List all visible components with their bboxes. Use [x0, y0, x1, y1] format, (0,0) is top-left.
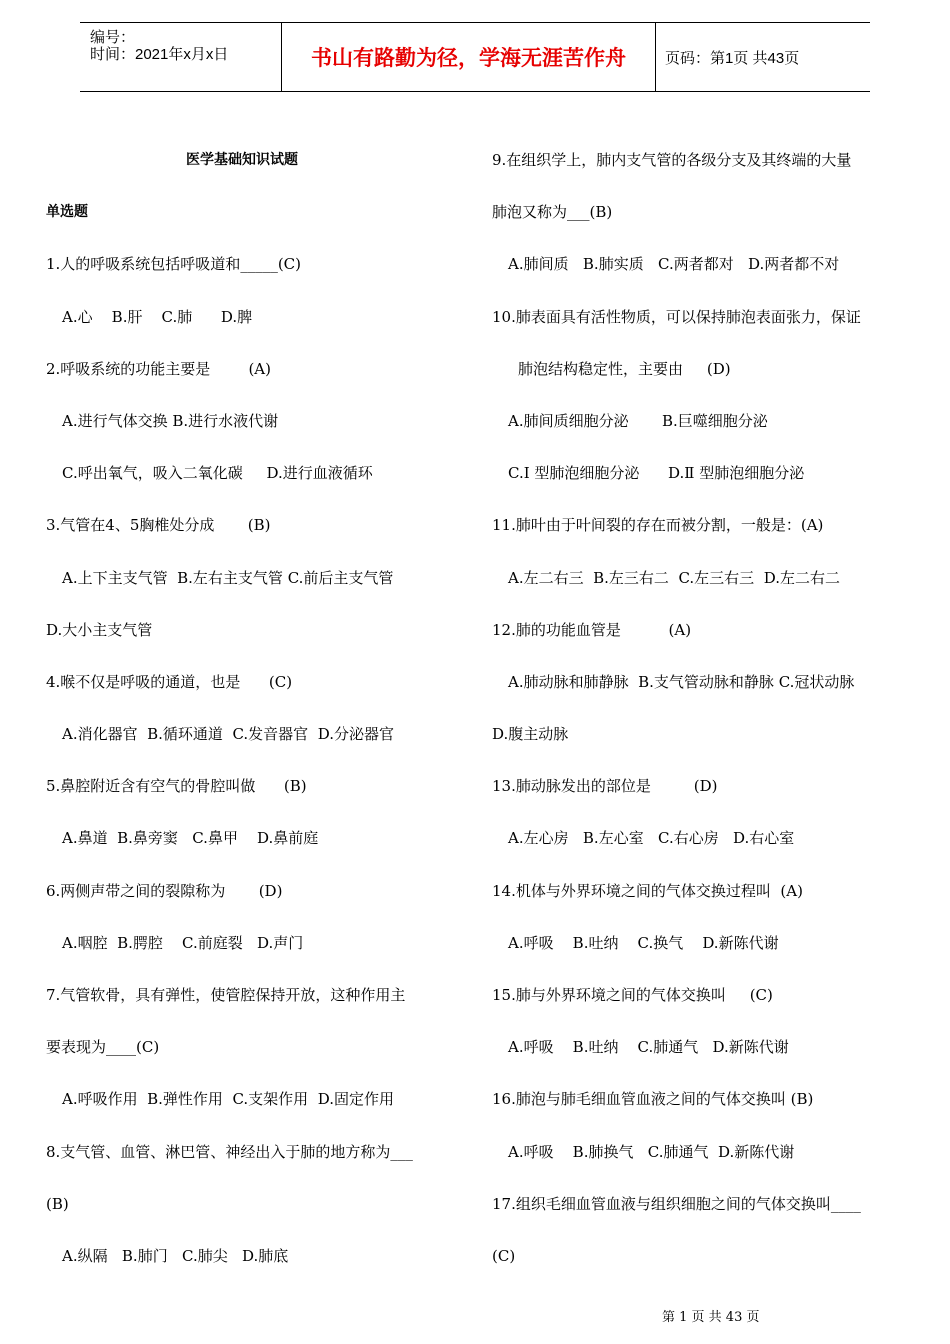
question-line: 6.两侧声带之间的裂隙称为 (D)	[46, 881, 283, 900]
page-header	[80, 22, 870, 92]
question-line: D.腹主动脉	[492, 725, 569, 744]
question-line: 4.喉不仅是呼吸的通道，也是 (C)	[46, 672, 293, 691]
option-line: A.纵隔 B.肺门 C.肺尖 D.肺底	[62, 1246, 289, 1265]
option-line: A.鼻道 B.鼻旁窦 C.鼻甲 D.鼻前庭	[62, 829, 319, 848]
question-line: 17.组织毛细血管血液与组织细胞之间的气体交换叫____	[492, 1194, 861, 1213]
time-label: 时间：2021年x月x日	[90, 46, 229, 63]
option-line: A.呼吸 B.吐纳 C.肺通气 D.新陈代谢	[508, 1038, 789, 1057]
question-line: 1.人的呼吸系统包括呼吸道和_____(C)	[46, 255, 301, 274]
option-line: C.Ⅰ 型肺泡细胞分泌 D.Ⅱ 型肺泡细胞分泌	[508, 464, 805, 483]
question-line: D.大小主支气管	[46, 620, 153, 639]
question-line: 16.肺泡与肺毛细血管血液之间的气体交换叫 (B)	[492, 1090, 814, 1109]
option-line: A.肺间质细胞分泌 B.巨噬细胞分泌	[508, 411, 768, 430]
question-line: 12.肺的功能血管是 (A)	[492, 620, 692, 639]
question-line: 9.在组织学上，肺内支气管的各级分支及其终端的大量	[492, 151, 852, 169]
question-line: 3.气管在4、5胸椎处分成 (B)	[46, 516, 271, 535]
right-column	[492, 134, 912, 1282]
option-line: A.左心房 B.左心室 C.右心房 D.右心室	[508, 829, 795, 848]
question-line: 8.支气管、血管、淋巴管、神经出入于肺的地方称为___	[46, 1142, 413, 1161]
question-line: 14.机体与外界环境之间的气体交换过程叫 (A)	[492, 881, 803, 900]
option-line: A.呼吸 B.肺换气 C.肺通气 D.新陈代谢	[508, 1142, 795, 1161]
question-line: 11.肺叶由于叶间裂的存在而被分割，一般是：(A)	[492, 516, 824, 535]
question-line: 2.呼吸系统的功能主要是 (A)	[46, 359, 271, 378]
question-line: 肺泡结构稳定性，主要由 (D)	[518, 359, 731, 378]
page-footer: 第 1 页 共 43 页	[662, 1310, 760, 1325]
left-column	[46, 134, 466, 1282]
option-line: A.咽腔 B.腭腔 C.前庭裂 D.声门	[62, 933, 304, 952]
section-heading: 单选题	[46, 204, 88, 221]
option-line: A.消化器官 B.循环通道 C.发音器官 D.分泌器官	[62, 725, 394, 744]
option-line: A.上下主支气管 B.左右主支气管 C.前后主支气管	[62, 568, 394, 587]
option-line: C.呼出氧气，吸入二氧化碳 D.进行血液循环	[62, 464, 373, 483]
question-line: (C)	[492, 1246, 516, 1265]
question-line: 肺泡又称为___(B)	[492, 203, 613, 222]
header-page-info	[655, 23, 870, 91]
question-line: 10.肺表面具有活性物质，可以保持肺泡表面张力，保证	[492, 307, 861, 326]
question-line: 要表现为____(C)	[46, 1038, 160, 1057]
option-line: A.呼吸 B.吐纳 C.换气 D.新陈代谢	[508, 933, 779, 952]
question-line: 5.鼻腔附近含有空气的骨腔叫做 (B)	[46, 777, 307, 796]
option-line: A.进行气体交换 B.进行水液代谢	[62, 411, 279, 430]
page-info-text: 页码：第1页 共43页	[665, 49, 800, 67]
question-line: 13.肺动脉发出的部位是 (D)	[492, 777, 718, 796]
question-line: 15.肺与外界环境之间的气体交换叫 (C)	[492, 986, 773, 1004]
header-meta	[80, 23, 280, 91]
document-title: 医学基础知识试题	[186, 152, 298, 168]
option-line: A.肺间质 B.肺实质 C.两者都对 D.两者都不对	[508, 255, 840, 274]
option-line: A.左二右三 B.左三右二 C.左三右三 D.左二右二	[508, 568, 840, 587]
question-line: 7.气管软骨，具有弹性，使管腔保持开放，这种作用主	[46, 986, 406, 1004]
question-line: (B)	[46, 1194, 69, 1213]
option-line: A.心 B.肝 C.肺 D.脾	[62, 307, 253, 326]
number-label: 编号：	[90, 29, 136, 46]
option-line: A.肺动脉和肺静脉 B.支气管动脉和静脉 C.冠状动脉	[508, 672, 855, 691]
option-line: A.呼吸作用 B.弹性作用 C.支架作用 D.固定作用	[62, 1090, 394, 1109]
header-motto-cell	[281, 23, 656, 91]
motto-text: 书山有路勤为径，学海无涯苦作舟	[311, 46, 626, 70]
